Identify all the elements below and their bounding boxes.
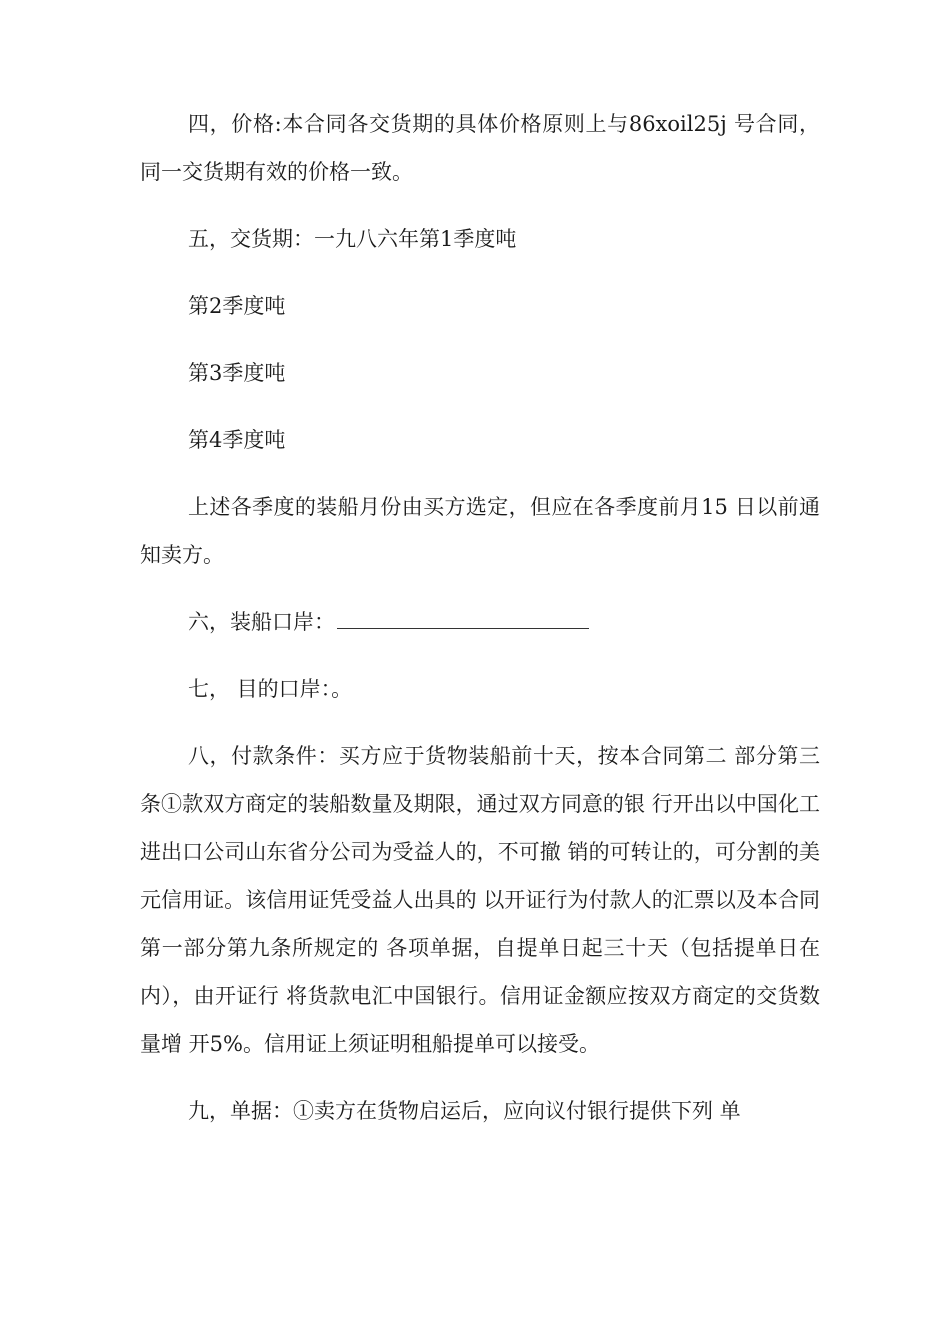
- clause-delivery-period: 五，交货期：一九八六年第1季度吨: [188, 227, 517, 251]
- clause-documents: 九，单据：①卖方在货物启运后，应向议付银行提供下列 单: [188, 1099, 741, 1123]
- clause-loading-port: [140, 598, 820, 646]
- delivery-quarter-3: 第3季度吨: [188, 361, 286, 385]
- shipping-month-notice: 上述各季度的装船月份由买方选定，但应在各季度前月15 日以前通知卖方。: [140, 495, 820, 567]
- clause-price: 四，价格:本合同各交货期的具体价格原则上与86xoil25j 号合同，同一交货期有效的价格一致。: [140, 112, 820, 184]
- loading-port-blank-line: [337, 606, 589, 629]
- delivery-quarter-2: 第2季度吨: [188, 294, 286, 318]
- document-body: [140, 100, 820, 1135]
- delivery-quarter-4: 第4季度吨: [188, 428, 286, 452]
- loading-port-label: 六，装船口岸：: [188, 610, 335, 634]
- clause-destination-port: 七， 目的口岸：。: [188, 677, 353, 701]
- clause-payment-terms: 八，付款条件：买方应于货物装船前十天，按本合同第二 部分第三条①款双方商定的装船数量及期限，通过双方同意的银 行开出以中国化工进出口公司山东省分公司为受益人的，不可撤 销的可转让的，可分割的美元信用证。该信用证凭受益人出具的 以开证行为付款人的汇票以及本合同第一部分第九条所规定的 各项单据，自提单日起三十天（包括提单日在内），由开证行 将货款电汇中国银行。信用证金额应按双方商定的交货数量增 开5%。信用证上须证明租船提单可以接受。: [140, 744, 820, 1056]
